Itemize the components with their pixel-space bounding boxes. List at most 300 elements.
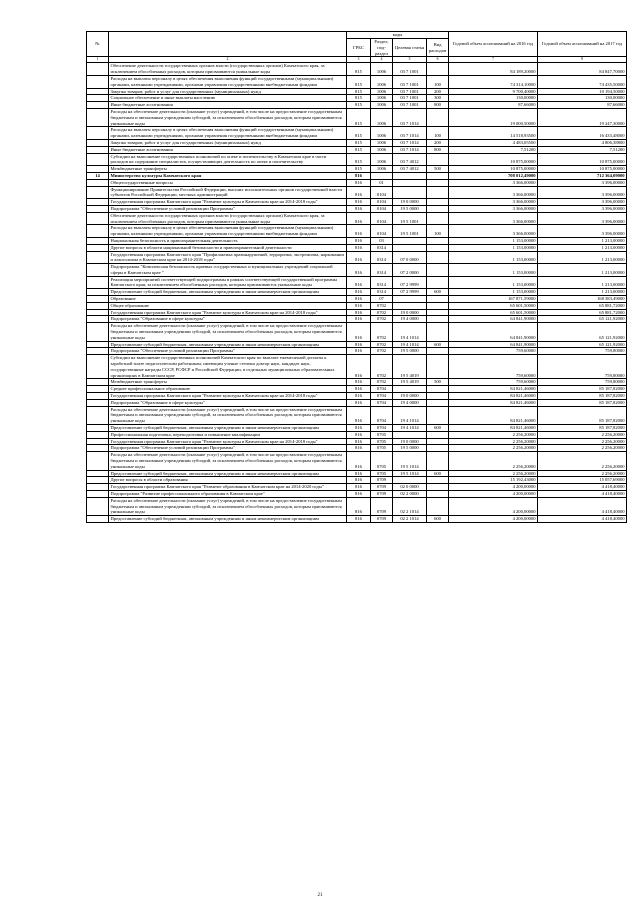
- row-razdel: 01: [371, 179, 393, 186]
- row-grbs: 816: [347, 393, 371, 400]
- row-2017: 10 875,00000: [538, 166, 627, 173]
- row-csr: 19 0 0000: [393, 438, 427, 445]
- row-grbs: 815: [347, 63, 371, 76]
- row-num: [87, 166, 109, 173]
- row-name: Подпрограмма "Развитие профессионального образования в Камчатском крае": [109, 490, 347, 497]
- row-name: Образование: [109, 296, 347, 303]
- row-2016: 167 871,59000: [449, 296, 538, 303]
- row-name: Расходы на выплаты персоналу в целях обеспечения выполнения функций государственными (муниципальными) органами, казенными учреждениями, органами управления государственными внебюджетными фондами: [109, 75, 347, 88]
- row-csr: 03 7 1001: [393, 63, 427, 76]
- table-row: [87, 88, 627, 95]
- row-2016: 65 601,50000: [449, 302, 538, 309]
- row-grbs: 816: [347, 431, 371, 438]
- row-razdel: 1006: [371, 95, 393, 102]
- row-2017: 65 121,92000: [538, 323, 627, 341]
- row-grbs: 816: [347, 251, 371, 264]
- row-vr: [427, 355, 449, 379]
- row-vr: 600: [427, 341, 449, 348]
- row-name: Подпрограмма "Образование в сфере культуры": [109, 316, 347, 323]
- row-grbs: 816: [347, 199, 371, 206]
- table-row: [87, 225, 627, 238]
- row-razdel: 0104: [371, 225, 393, 238]
- row-2017: 3 396,00000: [538, 179, 627, 186]
- row-grbs: 816: [347, 316, 371, 323]
- row-2017: 85 187,82000: [538, 399, 627, 406]
- row-num: [87, 63, 109, 76]
- table-row: [87, 425, 627, 432]
- row-name: Общее образование: [109, 302, 347, 309]
- row-name: Субсидии на выполнение государственных полномочий Камчатского края по выплате ежемесячной доплаты к заработной плате педагогическим работникам, имеющим ученые степени доктор наук, кандидат наук, государственные награды СССР, РСФСР и Российской Федерации, в отдельных муниципальных образовательных организациях в Камчатском крае: [109, 355, 347, 379]
- table-row: [87, 139, 627, 146]
- row-num: [87, 237, 109, 244]
- row-2016: 3 366,00000: [449, 186, 538, 199]
- row-num: [87, 406, 109, 424]
- row-vr: [427, 179, 449, 186]
- table-row: [87, 264, 627, 277]
- row-grbs: 816: [347, 406, 371, 424]
- row-name: Государственная программа Камчатского края "Развитие культуры в Камчатском крае на 2014-2018 годы": [109, 393, 347, 400]
- row-grbs: 816: [347, 225, 371, 238]
- row-razdel: 1006: [371, 153, 393, 166]
- row-vr: [427, 237, 449, 244]
- row-vr: 600: [427, 425, 449, 432]
- row-grbs: 816: [347, 497, 371, 515]
- table-row: [87, 470, 627, 477]
- row-csr: [393, 296, 427, 303]
- row-2017: 65 881,72000: [538, 302, 627, 309]
- row-name: Расходы на обеспечение деятельности (оказание услуг) учреждений, в том числе на предоставление государственным бюджетным и автономным учреждениям субсидий, за исключением обособленных расходов, которым присваиваются уникальные коды: [109, 497, 347, 515]
- row-csr: 19 5 4019: [393, 379, 427, 386]
- table-header-row: [87, 32, 627, 39]
- row-razdel: 0705: [371, 445, 393, 452]
- row-num: [87, 127, 109, 140]
- table-row: [87, 296, 627, 303]
- row-razdel: 0314: [371, 264, 393, 277]
- table-row: [87, 199, 627, 206]
- colnum: 5: [393, 57, 427, 63]
- row-razdel: 1006: [371, 88, 393, 95]
- row-vr: [427, 477, 449, 484]
- row-num: 14: [87, 172, 109, 179]
- row-csr: [393, 244, 427, 251]
- row-2017: 3 396,00000: [538, 225, 627, 238]
- table-row: [87, 205, 627, 212]
- row-grbs: 815: [347, 95, 371, 102]
- row-2016: 130,00000: [449, 95, 538, 102]
- row-2017: 74 435,50000: [538, 75, 627, 88]
- row-vr: [427, 386, 449, 393]
- row-grbs: 815: [347, 127, 371, 140]
- row-vr: [427, 497, 449, 515]
- row-num: [87, 431, 109, 438]
- row-vr: 600: [427, 516, 449, 523]
- row-2017: 85 187,82000: [538, 425, 627, 432]
- row-num: [87, 452, 109, 470]
- row-2017: 2 256,20000: [538, 438, 627, 445]
- colnum: 1: [87, 57, 109, 63]
- row-num: [87, 153, 109, 166]
- row-2017: 3 396,00000: [538, 186, 627, 199]
- row-2017: 759,80000: [538, 348, 627, 355]
- row-2017: 1 213,00000: [538, 244, 627, 251]
- row-razdel: 0702: [371, 302, 393, 309]
- row-razdel: 1006: [371, 102, 393, 109]
- row-razdel: 0104: [371, 199, 393, 206]
- row-csr: 02 0 0000: [393, 484, 427, 491]
- row-razdel: 0314: [371, 276, 393, 289]
- row-vr: 300: [427, 95, 449, 102]
- row-csr: [393, 302, 427, 309]
- row-2016: 4 200,00000: [449, 484, 538, 491]
- row-csr: 19 0 0000: [393, 309, 427, 316]
- row-num: [87, 199, 109, 206]
- row-2016: 64 841,90000: [449, 316, 538, 323]
- row-name: Функционирование Правительства Российской Федерации, высших исполнительных органов государственной власти субъектов Российской Федерации, местных администраций: [109, 186, 347, 199]
- table-row: [87, 316, 627, 323]
- row-2016: 19 000,50000: [449, 108, 538, 126]
- row-vr: [427, 63, 449, 76]
- row-name: Подпрограмма "Обеспечение условий реализации Программы": [109, 348, 347, 355]
- row-grbs: 815: [347, 166, 371, 173]
- row-razdel: 0709: [371, 490, 393, 497]
- row-name: Предоставление субсидий бюджетным, автономным учреждениям и иным некоммерческим организациям: [109, 425, 347, 432]
- row-razdel: 0702: [371, 316, 393, 323]
- row-grbs: 816: [347, 470, 371, 477]
- row-2017: 15 057,69000: [538, 477, 627, 484]
- row-csr: 19 4 1014: [393, 425, 427, 432]
- row-name: Государственная программа Камчатского края "Развитие культуры в Камчатском крае на 2014-2018 годы": [109, 438, 347, 445]
- row-razdel: 0702: [371, 309, 393, 316]
- table-row: [87, 108, 627, 126]
- header-razdel: Раздел, под-раздел: [371, 39, 393, 57]
- row-razdel: 0705: [371, 438, 393, 445]
- row-csr: 03 7 1001: [393, 95, 427, 102]
- row-2016: 3 366,00000: [449, 179, 538, 186]
- row-csr: [393, 431, 427, 438]
- row-name: Иные бюджетные ассигнования: [109, 102, 347, 109]
- row-grbs: 816: [347, 179, 371, 186]
- colnum: 7: [449, 57, 538, 63]
- row-2016: 3 366,00000: [449, 225, 538, 238]
- row-razdel: 0704: [371, 406, 393, 424]
- table-row: [87, 172, 627, 179]
- row-grbs: 816: [347, 264, 371, 277]
- row-csr: 03 7 1014: [393, 139, 427, 146]
- row-2016: 14 518,93500: [449, 127, 538, 140]
- row-vr: 800: [427, 102, 449, 109]
- row-name: Расходы на обеспечение деятельности (оказание услуг) учреждений, в том числе на предоставление государственным бюджетным и автономным учреждениям субсидий, за исключением обособленных расходов, которым присваиваются уникальные коды: [109, 323, 347, 341]
- table-row: [87, 212, 627, 225]
- row-vr: [427, 399, 449, 406]
- row-name: Предоставление субсидий бюджетным, автономным учреждениям и иным некоммерческим организациям: [109, 516, 347, 523]
- row-grbs: 816: [347, 425, 371, 432]
- row-csr: 02 2 0000: [393, 490, 427, 497]
- row-csr: 19 4 0000: [393, 316, 427, 323]
- row-grbs: 816: [347, 348, 371, 355]
- table-row: [87, 452, 627, 470]
- row-vr: [427, 186, 449, 199]
- row-csr: [393, 477, 427, 484]
- row-num: [87, 296, 109, 303]
- row-razdel: 1006: [371, 63, 393, 76]
- row-2017: 65 121,92000: [538, 341, 627, 348]
- table-row: [87, 323, 627, 341]
- table-row: [87, 166, 627, 173]
- row-razdel: 1006: [371, 108, 393, 126]
- row-2017: 7,51200: [538, 146, 627, 153]
- row-num: [87, 348, 109, 355]
- header-codes: коды: [347, 32, 449, 39]
- row-2017: 712 364,09000: [538, 172, 627, 179]
- row-razdel: 1006: [371, 75, 393, 88]
- row-2016: 2 256,20000: [449, 470, 538, 477]
- row-vr: 800: [427, 146, 449, 153]
- row-vr: [427, 484, 449, 491]
- row-2016: 84 821,46000: [449, 425, 538, 432]
- row-2017: 2 256,20000: [538, 431, 627, 438]
- row-2016: 4 483,05500: [449, 139, 538, 146]
- budget-table: [86, 31, 627, 523]
- row-name: Закупка товаров, работ и услуг для государственных (муниципальных) нужд: [109, 139, 347, 146]
- row-razdel: 1006: [371, 139, 393, 146]
- row-name: Иные бюджетные ассигнования: [109, 146, 347, 153]
- row-razdel: 0704: [371, 386, 393, 393]
- table-row: [87, 477, 627, 484]
- row-name: Расходы на обеспечение деятельности (оказание услуг) учреждений, в том числе на предоставление государственным бюджетным и автономным учреждениям субсидий, за исключением обособленных расходов, которым присваиваются уникальные коды: [109, 108, 347, 126]
- row-csr: [393, 179, 427, 186]
- row-2016: 4 200,00000: [449, 516, 538, 523]
- row-2017: 1 213,00000: [538, 276, 627, 289]
- row-2016: 4 200,00000: [449, 490, 538, 497]
- row-2017: 759,80000: [538, 379, 627, 386]
- row-grbs: 815: [347, 139, 371, 146]
- row-num: [87, 470, 109, 477]
- row-2017: 2 256,20000: [538, 452, 627, 470]
- row-grbs: 815: [347, 88, 371, 95]
- table-row: [87, 379, 627, 386]
- row-num: [87, 251, 109, 264]
- row-vr: [427, 438, 449, 445]
- row-vr: [427, 244, 449, 251]
- row-csr: 19 5 1001: [393, 212, 427, 225]
- row-2016: 2 256,20000: [449, 445, 538, 452]
- row-2017: 19 247,30000: [538, 108, 627, 126]
- row-csr: 07 2 9999: [393, 289, 427, 296]
- row-2016: 10 875,00000: [449, 166, 538, 173]
- row-grbs: 816: [347, 212, 371, 225]
- row-razdel: 07: [371, 296, 393, 303]
- row-num: [87, 497, 109, 515]
- row-vr: 200: [427, 139, 449, 146]
- row-vr: [427, 431, 449, 438]
- row-2016: 2 256,20000: [449, 438, 538, 445]
- row-num: [87, 341, 109, 348]
- row-2016: 1 153,00000: [449, 251, 538, 264]
- row-razdel: 0314: [371, 251, 393, 264]
- row-name: Государственная программа Камчатского края "Развитие культуры в Камчатском крае на 2014-2018 годы": [109, 309, 347, 316]
- row-num: [87, 95, 109, 102]
- row-vr: [427, 212, 449, 225]
- row-razdel: 0702: [371, 341, 393, 348]
- row-name: Подпрограмма "Обеспечение условий реализации Программы": [109, 445, 347, 452]
- row-2017: 2 256,20000: [538, 470, 627, 477]
- row-vr: [427, 302, 449, 309]
- row-2017: 759,80000: [538, 355, 627, 379]
- row-grbs: 816: [347, 302, 371, 309]
- row-csr: 19 5 1014: [393, 452, 427, 470]
- row-csr: 07 0 0000: [393, 251, 427, 264]
- row-num: [87, 264, 109, 277]
- row-num: [87, 516, 109, 523]
- row-2017: 85 187,82000: [538, 406, 627, 424]
- row-num: [87, 477, 109, 484]
- row-2017: 10 194,50000: [538, 88, 627, 95]
- row-name: Государственная программа Камчатского края "Развитие образования в Камчатском крае на 2014-2020 годы": [109, 484, 347, 491]
- row-2016: 1 153,00000: [449, 289, 538, 296]
- row-razdel: 0705: [371, 431, 393, 438]
- row-2017: 2 256,20000: [538, 445, 627, 452]
- colnum: 3: [347, 57, 371, 63]
- row-csr: 19 4 1014: [393, 341, 427, 348]
- row-csr: [393, 172, 427, 179]
- row-num: [87, 289, 109, 296]
- row-csr: 19 4 1014: [393, 406, 427, 424]
- row-name: Социальное обеспечение и иные выплаты населению: [109, 95, 347, 102]
- table-row: [87, 309, 627, 316]
- table-row: [87, 186, 627, 199]
- row-name: Расходы на обеспечение деятельности (оказание услуг) учреждений, в том числе на предоставление государственным бюджетным и автономным учреждениям субсидий, за исключением обособленных расходов, которым присваиваются уникальные коды: [109, 406, 347, 424]
- table-row: [87, 244, 627, 251]
- row-2017: 1 213,00000: [538, 251, 627, 264]
- row-razdel: 0104: [371, 212, 393, 225]
- row-vr: [427, 490, 449, 497]
- row-2016: 84 821,46000: [449, 399, 538, 406]
- row-grbs: 815: [347, 153, 371, 166]
- row-vr: [427, 276, 449, 289]
- row-vr: 600: [427, 289, 449, 296]
- row-grbs: 816: [347, 186, 371, 199]
- row-num: [87, 379, 109, 386]
- row-csr: 19 0 0000: [393, 199, 427, 206]
- row-grbs: 816: [347, 379, 371, 386]
- row-2016: 65 601,50000: [449, 309, 538, 316]
- row-2017: 130,00000: [538, 95, 627, 102]
- table-row: [87, 484, 627, 491]
- row-csr: 03 7 1001: [393, 88, 427, 95]
- row-name: Обеспечение деятельности государственных органов власти (государственных органов) Камчатского края, за исключением обособленных расходов, которым присваиваются уникальные коды: [109, 212, 347, 225]
- row-razdel: 03: [371, 237, 393, 244]
- row-grbs: 816: [347, 309, 371, 316]
- row-2017: 84 847,70000: [538, 63, 627, 76]
- row-2017: 4 806,38800: [538, 139, 627, 146]
- row-razdel: 0709: [371, 497, 393, 515]
- table-row: [87, 399, 627, 406]
- row-vr: [427, 393, 449, 400]
- colnum: 2: [109, 57, 347, 63]
- row-name: Предоставление субсидий бюджетным, автономным учреждениям и иным некоммерческим организациям: [109, 289, 347, 296]
- row-grbs: 816: [347, 438, 371, 445]
- table-row: [87, 348, 627, 355]
- row-csr: 19 5 0000: [393, 445, 427, 452]
- row-csr: 02 2 1014: [393, 516, 427, 523]
- row-razdel: 0705: [371, 452, 393, 470]
- row-vr: 100: [427, 127, 449, 140]
- row-num: [87, 393, 109, 400]
- row-num: [87, 205, 109, 212]
- row-csr: 03 7 4012: [393, 153, 427, 166]
- row-csr: 03 7 1014: [393, 108, 427, 126]
- table-row: [87, 302, 627, 309]
- row-2017: 1 213,00000: [538, 289, 627, 296]
- header-grbs: ГРБС: [347, 39, 371, 57]
- table-row: [87, 406, 627, 424]
- table-row: [87, 63, 627, 76]
- table-row: [87, 497, 627, 515]
- table-row: [87, 516, 627, 523]
- row-csr: 19 5 0000: [393, 348, 427, 355]
- row-2016: 759,60000: [449, 348, 538, 355]
- row-vr: [427, 323, 449, 341]
- row-razdel: 0702: [371, 379, 393, 386]
- row-2017: 4 418,40000: [538, 484, 627, 491]
- row-2016: 2 256,20000: [449, 431, 538, 438]
- row-razdel: 1006: [371, 166, 393, 173]
- colnum: 6: [427, 57, 449, 63]
- row-razdel: 0704: [371, 425, 393, 432]
- table-row: [87, 445, 627, 452]
- row-csr: 19 4 1014: [393, 323, 427, 341]
- row-2017: 3 396,00000: [538, 205, 627, 212]
- row-grbs: 816: [347, 490, 371, 497]
- row-name: Подпрограмма "Обеспечение условий реализации Программы": [109, 205, 347, 212]
- row-2016: 759,60000: [449, 355, 538, 379]
- row-name: Расходы на выплаты персоналу в целях обеспечения выполнения функций государственными (муниципальными) органами, казенными учреждениями, органами управления государственными внебюджетными фондами: [109, 127, 347, 140]
- row-2016: 64 841,90000: [449, 341, 538, 348]
- row-2017: 1 213,00000: [538, 264, 627, 277]
- row-2016: 84 821,46000: [449, 386, 538, 393]
- row-num: [87, 323, 109, 341]
- row-grbs: 816: [347, 237, 371, 244]
- row-razdel: 0314: [371, 289, 393, 296]
- row-razdel: 0709: [371, 477, 393, 484]
- row-num: [87, 212, 109, 225]
- row-name: Предоставление субсидий бюджетным, автономным учреждениям и иным некоммерческим организациям: [109, 470, 347, 477]
- row-vr: [427, 251, 449, 264]
- row-vr: [427, 296, 449, 303]
- row-2016: 64 841,90000: [449, 323, 538, 341]
- row-name: Другие вопросы в области образования: [109, 477, 347, 484]
- row-vr: [427, 452, 449, 470]
- table-row: [87, 95, 627, 102]
- row-razdel: 0702: [371, 323, 393, 341]
- row-grbs: 815: [347, 102, 371, 109]
- row-csr: 19 5 1014: [393, 470, 427, 477]
- row-csr: 19 0 0000: [393, 393, 427, 400]
- row-num: [87, 146, 109, 153]
- header-2016: Годовой объем ассигнований на 2016 год: [449, 32, 538, 57]
- row-2017: 65 121,92000: [538, 316, 627, 323]
- row-num: [87, 244, 109, 251]
- row-num: [87, 399, 109, 406]
- table-row: [87, 127, 627, 140]
- row-2017: 85 187,82000: [538, 393, 627, 400]
- row-grbs: 816: [347, 244, 371, 251]
- row-name: Общегосударственные вопросы: [109, 179, 347, 186]
- row-csr: [393, 386, 427, 393]
- row-2016: 2 256,20000: [449, 452, 538, 470]
- row-razdel: [371, 172, 393, 179]
- row-grbs: 816: [347, 386, 371, 393]
